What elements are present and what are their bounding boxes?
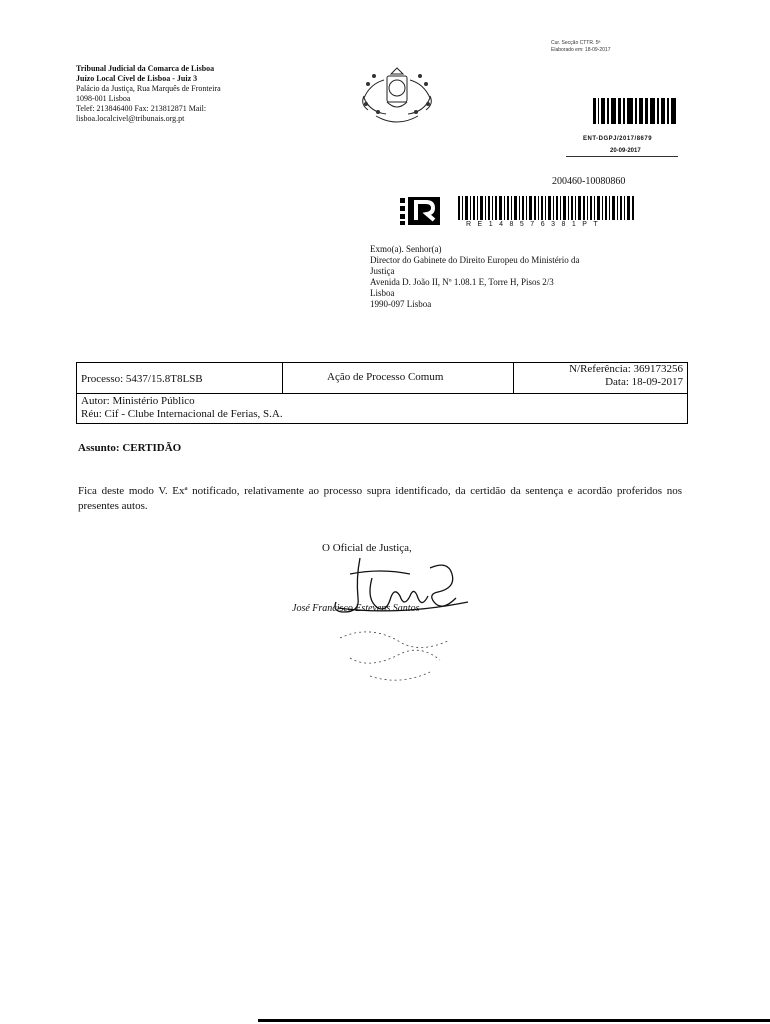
entry-reference: ENT-DGPJ/2017/8679 — [583, 136, 653, 142]
handwritten-signature — [320, 548, 480, 628]
stamp-underline — [566, 156, 678, 157]
process-header-row — [77, 363, 687, 394]
coat-of-arms-icon — [356, 62, 438, 128]
process-reference-cell — [514, 363, 687, 393]
recipient-line: Justiça — [370, 266, 395, 276]
tracking-reference: 200460-10080860 — [552, 176, 626, 187]
process-reference: N/Referência: 369173256 — [569, 363, 683, 375]
process-date: Data: 18-09-2017 — [605, 376, 683, 388]
recipient-salutation: Exmo(a). Senhor(a) — [370, 244, 442, 254]
signatory-title: O Oficial de Justiça, — [322, 542, 412, 554]
receipt-stamp — [551, 40, 611, 54]
recipient-line: Director do Gabinete do Direito Europeu do Ministério da — [370, 255, 580, 265]
registered-mail-icon — [400, 196, 442, 226]
court-unit: Juízo Local Cível de Lisboa - Juiz 3 — [76, 74, 198, 83]
process-number: Processo: 5437/15.8T8LSB — [81, 373, 203, 385]
stamp-line-1: Cur. Secção CTTR. 5ª — [551, 40, 601, 46]
recipient-line: Avenida D. João II, Nº 1.08.1 E, Torre H, Pisos 2/3 — [370, 277, 554, 287]
process-author: Autor: Ministério Público — [81, 395, 195, 407]
court-name: Tribunal Judicial da Comarca de Lisboa — [76, 64, 215, 73]
court-email: lisboa.localcivel@tribunais.org.pt — [76, 114, 185, 123]
subject-line: Assunto: CERTIDÃO — [78, 442, 182, 454]
scan-edge — [258, 1019, 770, 1022]
entry-barcode — [593, 96, 677, 126]
court-header — [76, 64, 221, 124]
process-table — [76, 362, 688, 424]
process-action-cell — [283, 363, 514, 393]
signatory-name: José Francisco Estevens Santos — [292, 603, 420, 614]
body-paragraph: Fica deste modo V. Exª notificado, relativamente ao processo supra identificado, da certidão da sentença e acordão proferidos nos presentes autos. — [78, 485, 682, 512]
entry-date: 20-09-2017 — [610, 148, 641, 154]
court-contacts: Telef: 213846400 Fax: 213812871 Mail: — [76, 104, 207, 113]
recipient-address — [370, 244, 660, 310]
process-defendant: Réu: Cif - Clube Internacional de Ferias, S.A. — [81, 408, 283, 420]
tracking-barcode-number: RE148576381PT — [466, 221, 605, 228]
process-parties — [81, 395, 283, 421]
stamp-line-2: Elaborado em: 18-09-2017 — [551, 47, 611, 53]
tracking-barcode — [458, 196, 634, 220]
recipient-line: 1990-097 Lisboa — [370, 299, 432, 309]
process-action: Ação de Processo Comum — [327, 371, 444, 383]
recipient-line: Lisboa — [370, 288, 395, 298]
process-number-cell — [77, 363, 283, 393]
court-address: Palácio da Justiça, Rua Marquês de Fronteira — [76, 84, 221, 93]
scribble-mark — [330, 618, 470, 688]
court-postal: 1098-001 Lisboa — [76, 94, 131, 103]
